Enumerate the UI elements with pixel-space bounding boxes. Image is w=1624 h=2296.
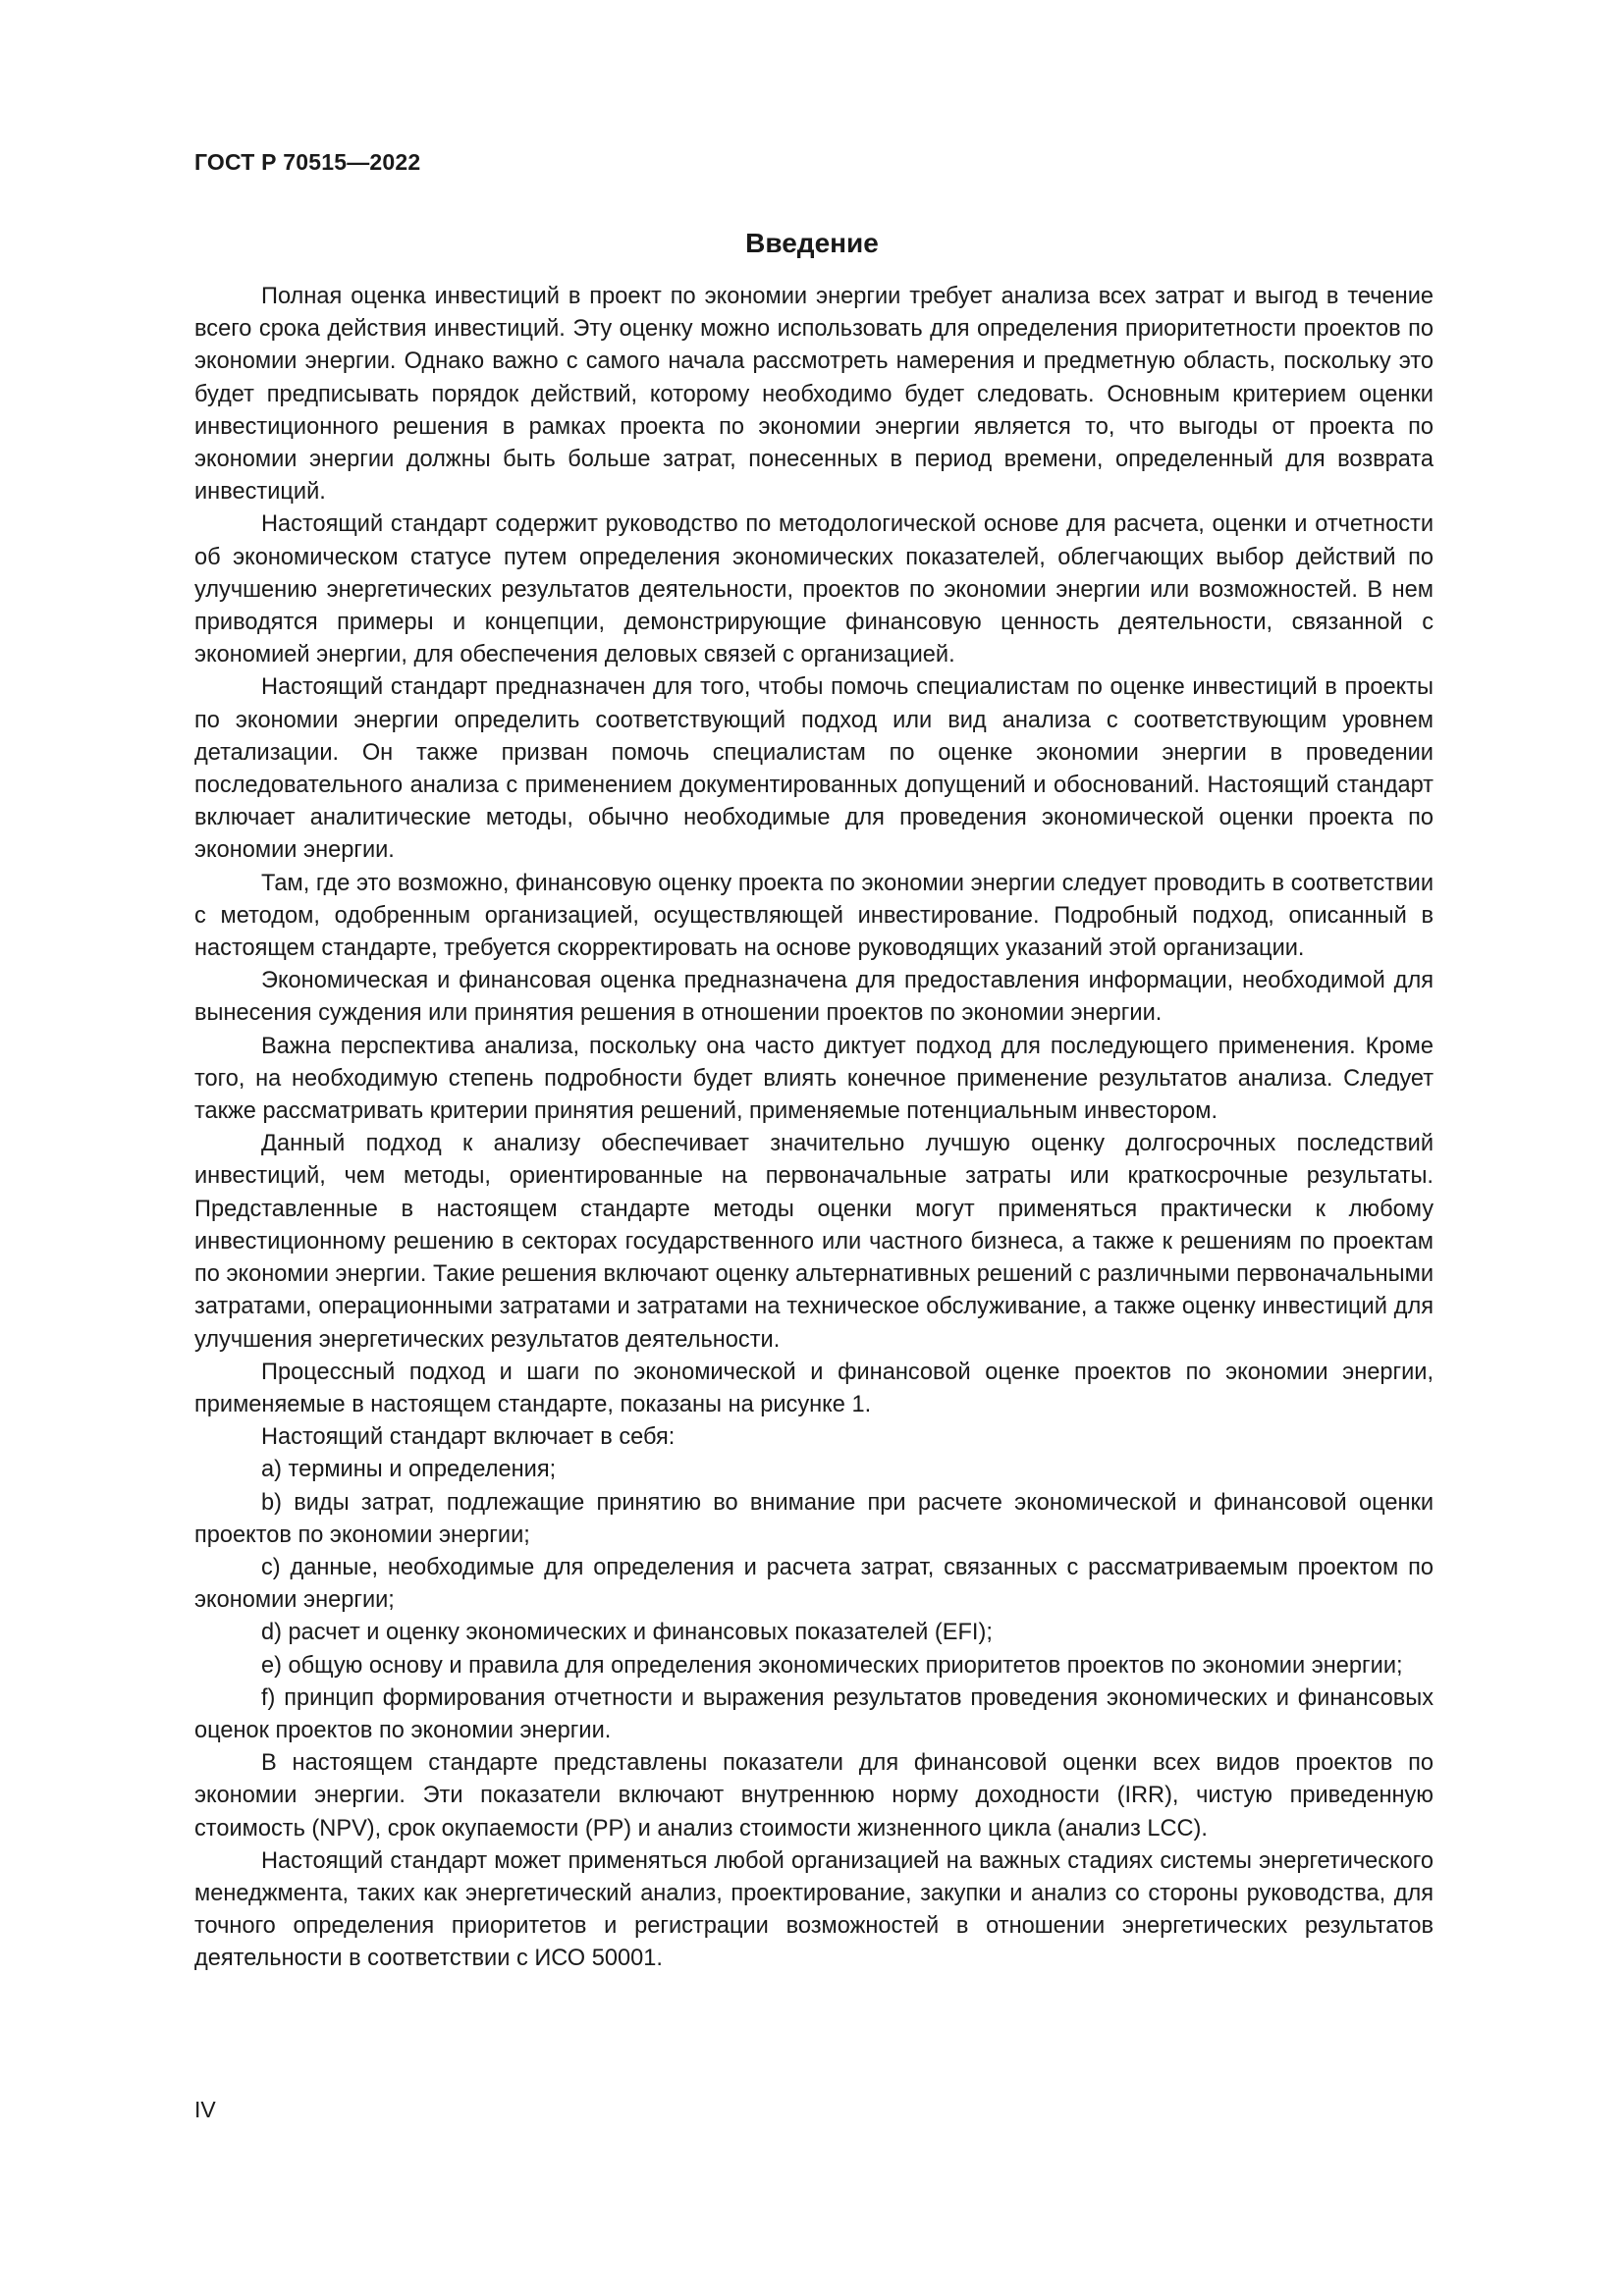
body-text [194,281,1434,1976]
paragraph: Настоящий стандарт предназначен для того, чтобы помочь специалистам по оценке инвестиций в проекты по экономии энергии определить соответствующий подход или вид анализа с соответствующим уровнем детализации. Он также призван помочь специалистам по оценке экономии энергии в проведении последовательного анализа с применением документированных допущений и обоснований. Настоящий стандарт включает аналитические методы, обычно необходимые для проведения экономической оценки проекта по экономии энергии. [194,674,1434,864]
section-title: Введение [745,228,879,258]
paragraph: Полная оценка инвестиций в проект по экономии энергии требует анализа всех затрат и выгод в течение всего срока действия инвестиций. Эту оценку можно использовать для определения приоритетности проектов по экономии энергии. Однако важно с самого начала рассмотреть намерения и предметную область, поскольку это будет предписывать порядок действий, которому необходимо будет следовать. Основным критерием оценки инвестиционного решения в рамках проекта по экономии энергии является то, что выгоды от проекта по экономии энергии должны быть больше затрат, понесенных в период времени, определенный для возврата инвестиций. [194,284,1434,506]
paragraph: Важна перспектива анализа, поскольку она часто диктует подход для последующего применения. Кроме того, на необходимую степень подробности будет влиять конечное применение результатов анализа. Следует также рассматривать критерии принятия решений, применяемые потенциальным инвестором. [194,1033,1434,1125]
paragraph: e) общую основу и правила для определения экономических приоритетов проектов по экономии энергии; [261,1652,1403,1679]
paragraph: Экономическая и финансовая оценка предназначена для предоставления информации, необходимой для вынесения суждения или принятия решения в отношении проектов по экономии энергии. [194,968,1434,1027]
paragraph: Настоящий стандарт содержит руководство по методологической основе для расчета, оценки и отчетности об экономическом статусе путем определения экономических показателей, облегчающих выбор действий по улучшению энергетических результатов деятельности, проектов по экономии энергии или возможностей. В нем приводятся примеры и концепции, демонстрирующие финансовую ценность деятельности, связанной с экономией энергии, для обеспечения деловых связей с организацией. [194,511,1434,668]
paragraph: Данный подход к анализу обеспечивает значительно лучшую оценку долгосрочных последствий инвестиций, чем методы, ориентированные на первоначальные затраты или краткосрочные результаты. Представленные в настоящем стандарте методы оценки могут применяться практически к любому инвестиционному решению в секторах государственного или частного бизнеса, а также к решениям по проектам по экономии энергии. Такие решения включают оценку альтернативных решений с различными первоначальными затратами, операционными затратами и затратами на техническое обслуживание, а также оценку инвестиций для улучшения энергетических результатов деятельности. [194,1131,1434,1353]
standard-header: ГОСТ Р 70515—2022 [194,149,421,175]
paragraph: Там, где это возможно, финансовую оценку проекта по экономии энергии следует проводить в соответствии с методом, одобренным организацией, осуществляющей инвестирование. Подробный подход, описанный в настоящем стандарте, требуется скорректировать на основе руководящих указаний этой организации. [194,870,1434,962]
paragraph: f) принцип формирования отчетности и выражения результатов проведения экономических и финансовых оценок проектов по экономии энергии. [194,1684,1434,1743]
paragraph: a) термины и определения; [261,1457,557,1483]
paragraph: В настоящем стандарте представлены показатели для финансовой оценки всех видов проектов по экономии энергии. Эти показатели включают внутреннюю норму доходности (IRR), чистую приведенную стоимость (NPV), срок окупаемости (PP) и анализ стоимости жизненного цикла (анализ LCC). [194,1750,1434,1842]
paragraph: c) данные, необходимые для определения и расчета затрат, связанных с рассматриваемым проектом по экономии энергии; [194,1554,1434,1614]
paragraph: Настоящий стандарт включает в себя: [261,1424,676,1451]
page-number: IV [194,2097,216,2122]
paragraph: Настоящий стандарт может применяться любой организацией на важных стадиях системы энергетического менеджмента, таких как энергетический анализ, проектирование, закупки и анализ со стороны руководства, для точного определения приоритетов и регистрации возможностей в отношении энергетических результатов деятельности в соответствии с ИСО 50001. [194,1847,1434,1972]
paragraph: d) расчет и оценку экономических и финансовых показателей (EFI); [261,1620,993,1646]
paragraph: b) виды затрат, подлежащие принятию во внимание при расчете экономической и финансовой оценки проектов по экономии энергии; [194,1489,1434,1548]
paragraph: Процессный подход и шаги по экономической и финансовой оценке проектов по экономии энергии, применяемые в настоящем стандарте, показаны на рисунке 1. [194,1359,1434,1417]
